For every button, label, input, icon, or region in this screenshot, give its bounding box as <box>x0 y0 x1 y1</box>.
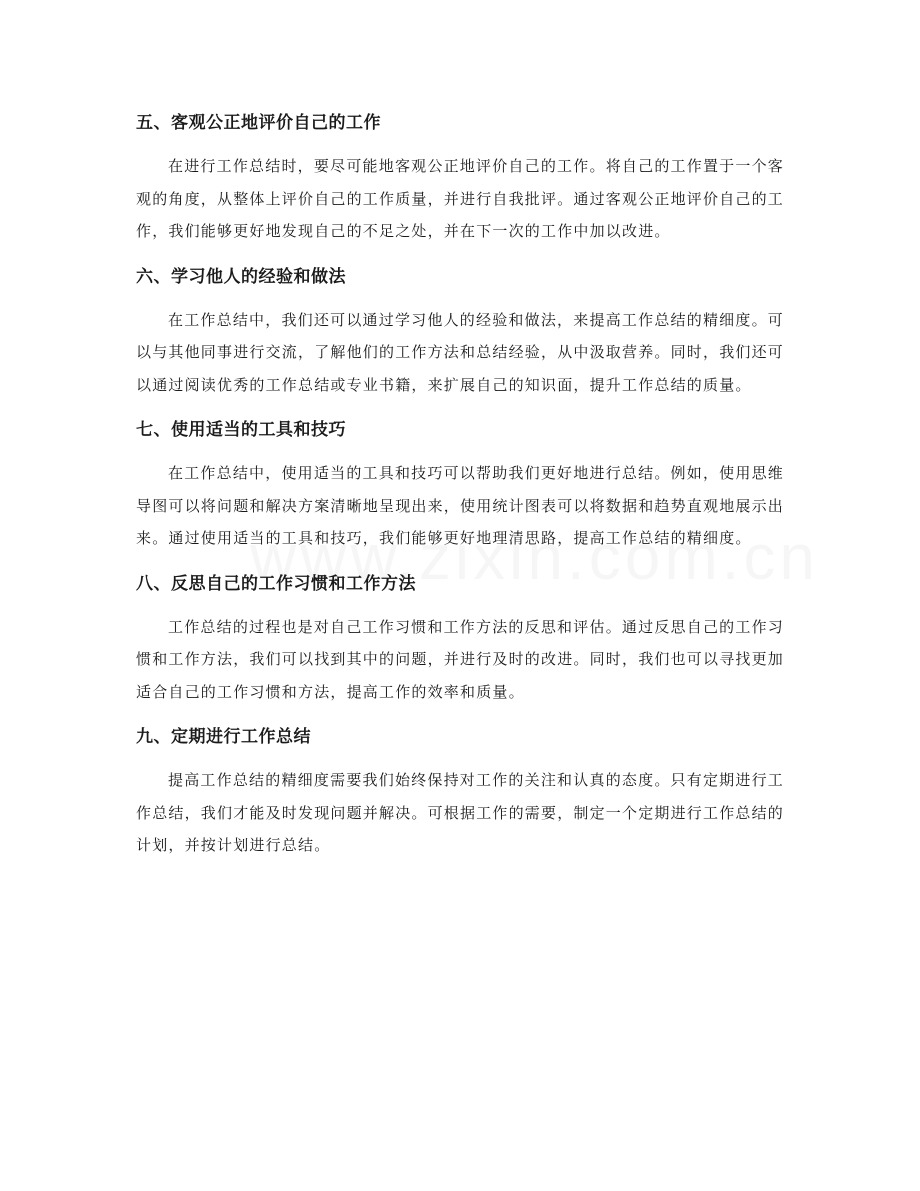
section-heading: 六、学习他人的经验和做法 <box>136 266 346 287</box>
section-7 <box>136 415 784 555</box>
section-9 <box>136 722 784 862</box>
section-paragraph: 在工作总结中，我们还可以通过学习他人的经验和做法，来提高工作总结的精细度。可以与其他同事进行交流，了解他们的工作方法和总结经验，从中汲取营养。同时，我们还可以通过阅读优秀的工作总结或专业书籍，来扩展自己的知识面，提升工作总结的质量。 <box>136 310 785 394</box>
section-paragraph: 在工作总结中，使用适当的工具和技巧可以帮助我们更好地进行总结。例如，使用思维导图可以将问题和解决方案清晰地呈现出来，使用统计图表可以将数据和趋势直观地展示出来。通过使用适当的工具和技巧，我们能够更好地理清思路，提高工作总结的精细度。 <box>136 464 785 547</box>
section-heading: 八、反思自己的工作习惯和工作方法 <box>136 573 416 594</box>
section-8 <box>136 569 784 709</box>
section-heading: 七、使用适当的工具和技巧 <box>136 420 346 440</box>
section-paragraph: 在进行工作总结时，要尽可能地客观公正地评价自己的工作。将自己的工作置于一个客观的角度，从整体上评价自己的工作质量，并进行自我批评。通过客观公正地评价自己的工作，我们能够更好地发现自己的不足之处，并在下一次的工作中加以改进。 <box>136 157 785 240</box>
section-heading: 五、客观公正地评价自己的工作 <box>136 113 381 133</box>
section-6 <box>136 262 784 402</box>
section-paragraph: 提高工作总结的精细度需要我们始终保持对工作的关注和认真的态度。只有定期进行工作总结，我们才能及时发现问题并解决。可根据工作的需要，制定一个定期进行工作总结的计划，并按计划进行总结。 <box>136 771 785 854</box>
section-heading: 九、定期进行工作总结 <box>136 727 311 747</box>
section-5 <box>136 108 784 248</box>
section-paragraph: 工作总结的过程也是对自己工作习惯和工作方法的反思和评估。通过反思自己的工作习惯和工作方法，我们可以找到其中的问题，并进行及时的改进。同时，我们也可以寻找更加适合自己的工作习惯和方法，提高工作的效率和质量。 <box>136 617 785 701</box>
document-content <box>136 108 784 876</box>
